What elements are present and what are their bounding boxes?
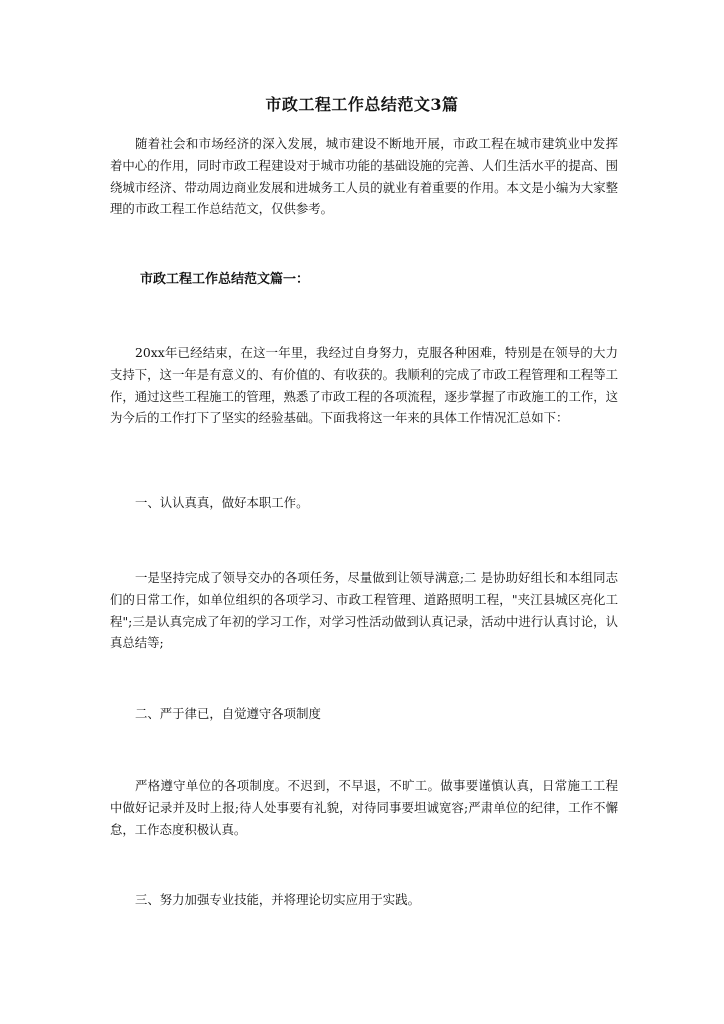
document-title: 市政工程工作总结范文3篇	[265, 95, 459, 114]
paragraph-discipline: 严格遵守单位的各项制度。不迟到，不早退，不旷工。做事要谨慎认真，日常施工工程中做好记录并及时上报;待人处事要有礼貌，对待同事要坦诚宽容;严肃单位的纪律，工作不懈怠，工作态度积极认真。	[110, 778, 618, 837]
intro-paragraph: 随着社会和市场经济的深入发展，城市建设不断地开展，市政工程在城市建筑业中发挥着中心的作用，同时市政工程建设对于城市功能的基础设施的完善、人们生活水平的提高、围绕城市经济、带动周边商业发展和进城务工人员的就业有着重要的作用。本文是小编为大家整理的市政工程工作总结范文，仅供参考。	[110, 136, 619, 217]
section-title: 市政工程工作总结范文篇一：	[140, 272, 310, 287]
heading-one: 一、认认真真，做好本职工作。	[135, 495, 309, 510]
paragraph-summary: 20xx年已经结束，在这一年里，我经过自身努力，克服各种困难，特别是在领导的大力支持下，这一年是有意义的、有价值的、有收获的。我顺利的完成了市政工程管理和工程等工作，通过这些工程施工的管理，熟悉了市政工程的各项流程，逐步掌握了市政施工的工作，这为今后的工作打下了坚实的经验基础。下面我将这一年来的具体工作情况汇总如下：	[110, 345, 619, 426]
heading-three: 三、努力加强专业技能，并将理论切实应用于实践。	[135, 892, 420, 907]
heading-two: 二、严于律已，自觉遵守各项制度	[135, 706, 321, 721]
paragraph-duties: 一是坚持完成了领导交办的各项任务，尽量做到让领导满意;二 是协助好组长和本组同志们的日常工作，如单位组织的各项学习、市政工程管理、道路照明工程，"夹江县城区亮化工程";三是认真完成了年初的学习工作，对学习性活动做到认真记录，活动中进行认真讨论，认真总结等;	[110, 570, 618, 651]
